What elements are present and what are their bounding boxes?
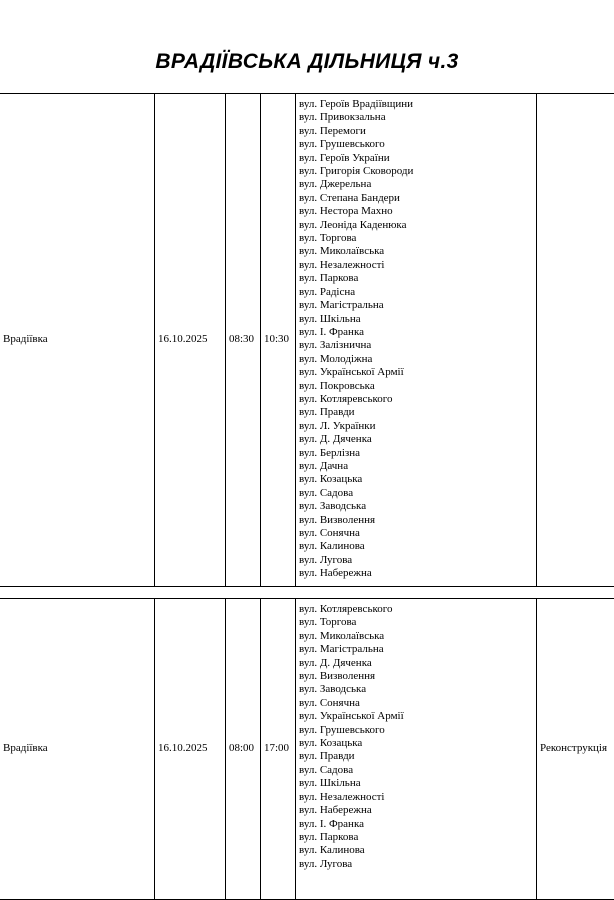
street-item: вул. Набережна (299, 567, 372, 580)
street-item: вул. Л. Українки (299, 419, 376, 432)
street-item: вул. Берлізна (299, 446, 361, 459)
street-item: вул. Української Армії (299, 710, 404, 723)
street-item: вул. Заводська (299, 500, 367, 513)
street-item: вул. Садова (299, 486, 354, 499)
street-item: вул. Незалежності (299, 258, 385, 271)
streets-cell (295, 599, 536, 899)
street-item: вул. І. Франка (299, 325, 365, 338)
street-item: вул. Д. Дяченка (299, 433, 372, 446)
street-item: вул. Заводська (299, 683, 367, 696)
note-cell: Реконструкція (536, 599, 614, 899)
street-item: вул. Героїв Врадіївщини (299, 98, 413, 110)
note-cell (536, 94, 614, 586)
street-item: вул. Шкільна (299, 312, 361, 325)
street-item: вул. Нестора Махно (299, 205, 393, 218)
street-item: вул. Калинова (299, 540, 365, 553)
street-item: вул. Незалежності (299, 790, 385, 803)
street-item: вул. Григорія Сковороди (299, 165, 414, 178)
street-item: вул. Визволення (299, 670, 376, 683)
time-from-cell: 08:00 (225, 599, 260, 899)
street-item: вул. Степана Бандери (299, 191, 400, 204)
street-item: вул. Покровська (299, 379, 375, 392)
street-item: вул. Козацька (299, 737, 363, 750)
outage-row-2 (0, 598, 614, 900)
street-item: вул. Торгова (299, 616, 357, 629)
street-item: вул. Визволення (299, 513, 376, 526)
page-title: ВРАДІЇВСЬКА ДІЛЬНИЦЯ ч.3 (155, 50, 459, 73)
street-item: вул. Паркова (299, 830, 359, 843)
street-item: вул. Торгова (299, 232, 357, 245)
street-item: вул. Правди (299, 406, 355, 419)
street-item: вул. Калинова (299, 844, 365, 857)
street-item: вул. Правди (299, 750, 355, 763)
street-item: вул. Грушевського (299, 138, 385, 151)
street-item: вул. Магістральна (299, 643, 384, 656)
street-item: вул. Козацька (299, 473, 363, 486)
street-item: вул. Радісна (299, 285, 356, 298)
street-item: вул. Набережна (299, 804, 372, 817)
street-item: вул. Лугова (299, 553, 353, 566)
street-item: вул. Української Армії (299, 366, 404, 379)
time-to-cell: 17:00 (260, 599, 295, 899)
street-item: вул. Грушевського (299, 723, 385, 736)
street-item: вул. Миколаївська (299, 629, 385, 642)
outage-row-1 (0, 93, 614, 587)
time-to-cell: 10:30 (260, 94, 295, 586)
street-item: вул. Привокзальна (299, 111, 386, 124)
street-item: вул. Паркова (299, 272, 359, 285)
date-cell: 16.10.2025 (154, 94, 225, 586)
street-item: вул. Котляревського (299, 392, 393, 405)
street-item: вул. Лугова (299, 857, 353, 870)
street-item: вул. Леоніда Каденюка (299, 218, 407, 231)
street-item: вул. Садова (299, 763, 354, 776)
street-item: вул. Джерельна (299, 178, 372, 191)
street-item: вул. Шкільна (299, 777, 361, 790)
street-item: вул. Героїв України (299, 151, 390, 164)
location-cell: Врадіївка (3, 333, 48, 346)
street-item: вул. Д. Дяченка (299, 656, 372, 669)
street-item: вул. Миколаївська (299, 245, 385, 258)
street-item: вул. Молодіжна (299, 352, 373, 365)
street-item: вул. Сонячна (299, 696, 360, 709)
street-item: вул. Дачна (299, 459, 349, 472)
date-cell: 16.10.2025 (154, 599, 225, 899)
street-item: вул. Магістральна (299, 299, 384, 312)
time-from-cell: 08:30 (225, 94, 260, 586)
streets-cell (295, 94, 536, 586)
street-item: вул. І. Франка (299, 817, 365, 830)
street-item: вул. Сонячна (299, 527, 360, 539)
location-cell: Врадіївка (3, 742, 48, 755)
street-item: вул. Котляревського (299, 603, 393, 615)
street-item: вул. Перемоги (299, 124, 366, 137)
street-item: вул. Залізнична (299, 339, 372, 352)
